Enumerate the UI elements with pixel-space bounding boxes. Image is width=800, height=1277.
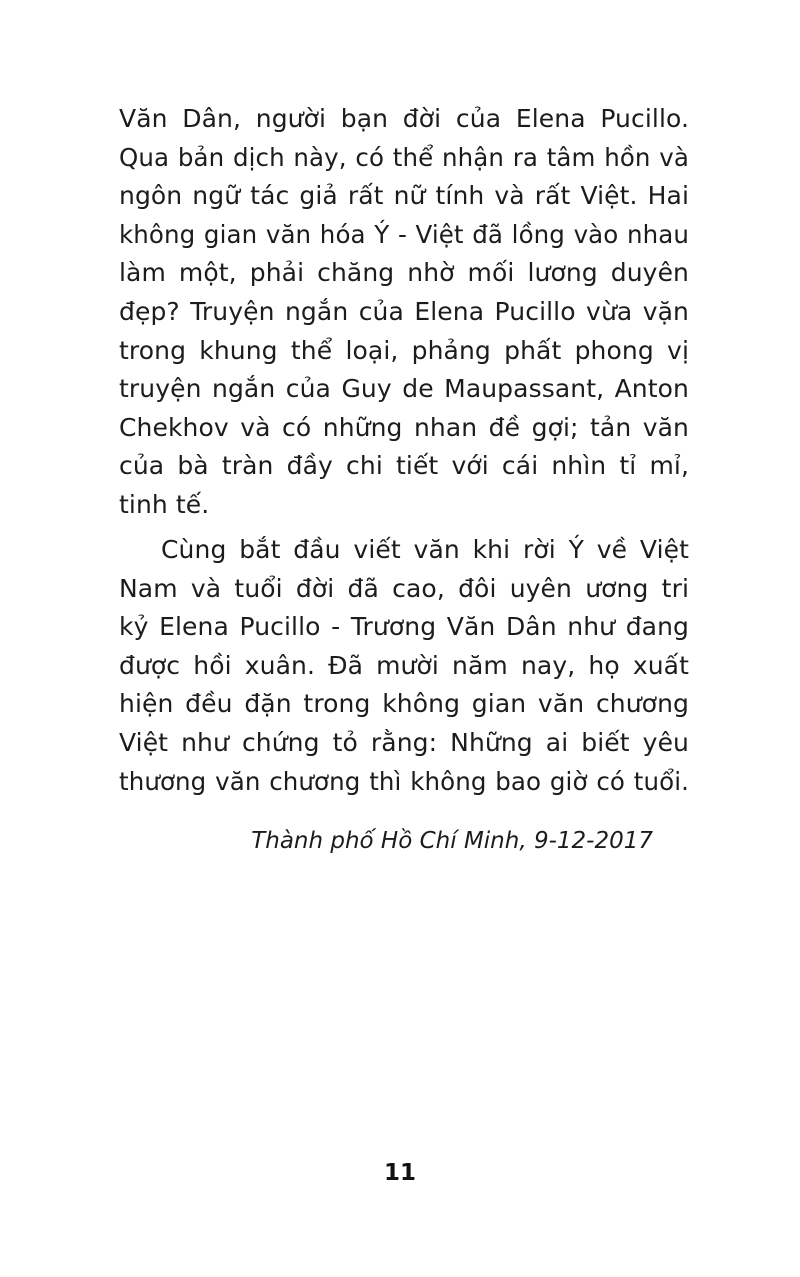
paragraph-line: thương văn chương thì không bao giờ có tuổi. (119, 766, 689, 796)
paragraph-line: hiện đều đặn trong không gian văn chương (119, 689, 689, 719)
paragraph-line: được hồi xuân. Đã mười năm nay, họ xuất (119, 650, 689, 680)
paragraph-line: truyện ngắn của Guy de Maupassant, Anton (119, 374, 689, 404)
paragraph-line: ngôn ngữ tác giả rất nữ tính và rất Việt. Hai (119, 181, 689, 211)
paragraph-line: trong khung thể loại, phảng phất phong vị (119, 335, 689, 365)
paragraph-line: của bà tràn đầy chi tiết với cái nhìn tỉ mỉ, (119, 451, 689, 481)
paragraph-line: kỷ Elena Pucillo - Trương Văn Dân như đang (119, 612, 689, 642)
paragraph-line: Nam và tuổi đời đã cao, đôi uyên ương tri (119, 573, 689, 603)
paragraph-line: Chekhov và có những nhan đề gợi; tản văn (119, 412, 689, 442)
paragraph-1 (119, 100, 689, 525)
paragraph-line: Việt như chứng tỏ rằng: Những ai biết yêu (119, 727, 689, 757)
place-date-signature: Thành phố Hồ Chí Minh, 9-12-2017 (251, 828, 653, 854)
paragraph-line: đẹp? Truyện ngắn của Elena Pucillo vừa vặn (119, 296, 689, 326)
paragraph-line: tinh tế. (119, 489, 210, 519)
paragraph-line: không gian văn hóa Ý - Việt đã lồng vào nhau (119, 219, 689, 249)
paragraph-line: Qua bản dịch này, có thể nhận ra tâm hồn và (119, 142, 689, 172)
paragraph-line: Văn Dân, người bạn đời của Elena Pucillo. (119, 104, 689, 133)
paragraph-line: làm một, phải chăng nhờ mối lương duyên (119, 258, 689, 288)
paragraph-line: Cùng bắt đầu viết văn khi rời Ý về Việt (161, 535, 689, 564)
page-number: 11 (383, 1160, 416, 1186)
paragraph-2 (119, 531, 689, 801)
